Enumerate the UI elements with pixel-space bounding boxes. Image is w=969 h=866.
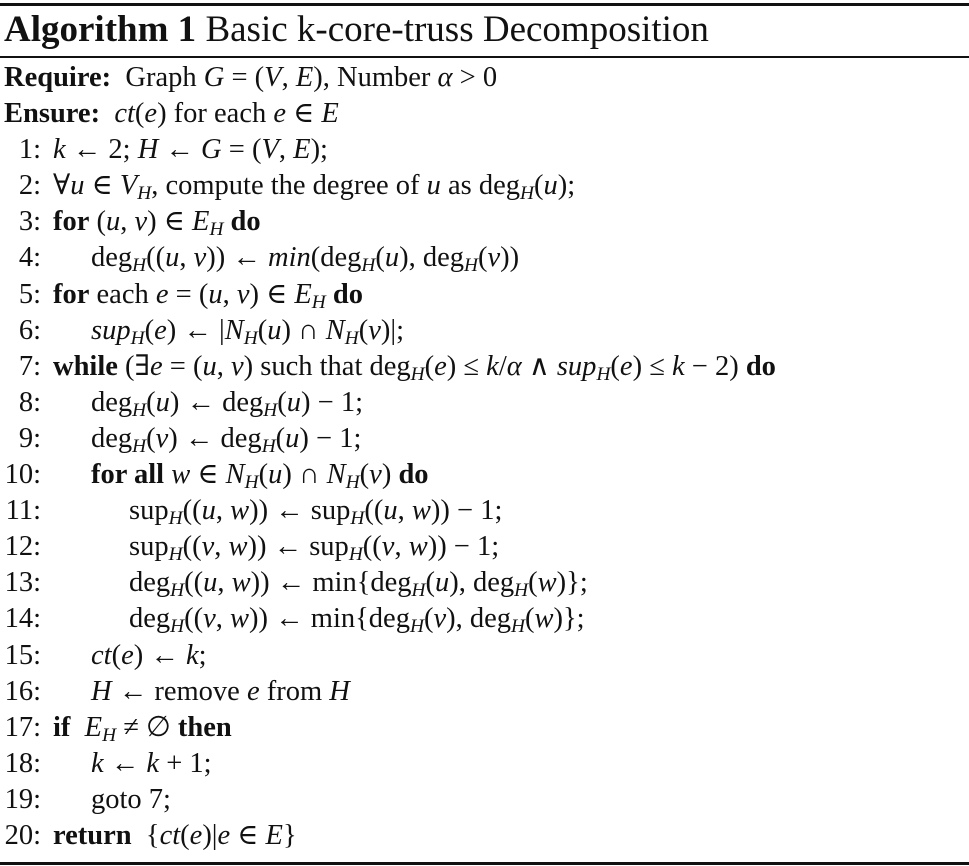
line-text: deg$_H$(v) ← deg$_H$(u) − 1; xyxy=(91,422,362,457)
algorithm-line xyxy=(0,385,969,421)
algorithm-line xyxy=(0,818,969,854)
line-number: 8: xyxy=(18,386,41,418)
line-text: deg$_H$((v, w)) ← min{deg$_H$(v), deg$_H$(w)}; xyxy=(129,603,585,638)
ensure-label: Ensure: xyxy=(4,98,101,130)
line-number: 9: xyxy=(18,422,41,454)
algorithm-line xyxy=(0,782,969,818)
line-text: for (u, v) ∈ $E_H$ do xyxy=(53,206,261,241)
line-text: for all w ∈ $N_H(u)$ ∩ $N_H(v)$ do xyxy=(91,459,429,493)
line-text: deg$_H$((u, w)) ← min{deg$_H$(u), deg$_H$(w)}; xyxy=(129,567,588,602)
require-line xyxy=(0,60,969,96)
algorithm-line xyxy=(0,601,969,637)
ensure-line xyxy=(0,96,969,132)
line-text: goto 7; xyxy=(91,783,171,815)
algorithm-line xyxy=(0,565,969,601)
algorithm-line xyxy=(0,493,969,529)
ensure-text: Ensure: ct(e) for each e ∈ E xyxy=(4,98,339,130)
line-number: 5: xyxy=(18,278,41,310)
line-number: 18: xyxy=(4,747,41,779)
algorithm-line xyxy=(0,204,969,240)
line-text: k ← k + 1; xyxy=(91,747,212,779)
line-text: sup$_H$((u, w)) ← sup$_H$((u, w)) − 1; xyxy=(129,495,503,529)
line-number: 10: xyxy=(4,459,41,491)
algorithm-line xyxy=(0,421,969,457)
line-number: 17: xyxy=(4,711,41,743)
line-text: return {ct(e)|e ∈ E} xyxy=(53,819,297,851)
algorithm-line xyxy=(0,349,969,385)
line-number: 16: xyxy=(4,675,41,707)
algorithm-line xyxy=(0,277,969,313)
line-text: deg$_H$(u) ← deg$_H$(u) − 1; xyxy=(91,386,363,421)
line-number: 19: xyxy=(4,783,41,815)
algorithm-line xyxy=(0,168,969,204)
caption-rule xyxy=(0,56,969,58)
algorithm-line xyxy=(0,746,969,782)
line-text: if $E_H$ ≠ ∅ then xyxy=(53,711,232,746)
line-number: 11: xyxy=(5,495,41,527)
algorithm-line xyxy=(0,710,969,746)
bottom-rule xyxy=(0,862,969,865)
line-number: 7: xyxy=(18,350,41,382)
line-number: 3: xyxy=(18,206,41,238)
line-text: while (∃e = (u, v) such that deg$_H$(e) ≤ k/α ∧ sup$_H$(e) ≤ k − 2) do xyxy=(53,350,776,385)
line-text: k ← 2; H ← G = (V, E); xyxy=(53,134,328,166)
line-number: 1: xyxy=(18,134,41,166)
line-number: 14: xyxy=(4,603,41,635)
line-text: ∀u ∈ $V_H$, compute the degree of u as deg$_H$(u); xyxy=(53,170,576,205)
line-text: for each e = (u, v) ∈ $E_H$ do xyxy=(53,278,363,313)
algorithm-line xyxy=(0,674,969,710)
algorithm-title: Basic k-core-truss Decomposition xyxy=(205,9,709,50)
line-text: sup$_H$((v, w)) ← sup$_H$((v, w)) − 1; xyxy=(129,531,500,566)
line-number: 12: xyxy=(4,531,41,563)
line-number: 6: xyxy=(18,314,41,346)
line-number: 15: xyxy=(4,639,41,671)
algorithm-label: Algorithm 1 xyxy=(4,9,197,50)
algorithm-line xyxy=(0,132,969,168)
algorithm-line xyxy=(0,638,969,674)
line-number: 13: xyxy=(4,567,41,599)
algorithm-line xyxy=(0,240,969,276)
algorithm-caption xyxy=(4,6,709,54)
line-number: 20: xyxy=(4,819,41,851)
line-text: H ← remove e from H xyxy=(91,675,350,707)
line-number: 2: xyxy=(18,170,41,202)
algorithm-body xyxy=(0,60,969,854)
line-text: ct(e) ← k; xyxy=(91,639,207,671)
algorithm-line xyxy=(0,529,969,565)
algorithm-line xyxy=(0,457,969,493)
line-text: sup$_H$(e) ← $|N_H(u)$ ∩ $N_H(v)|$; xyxy=(91,314,405,349)
require-text: Require: Graph G = (V, E), Number α > 0 xyxy=(4,62,498,93)
line-text: deg$_H$((u, v)) ← min(deg$_H$(u), deg$_H$(v)) xyxy=(91,242,520,277)
algorithm-line xyxy=(0,313,969,349)
line-number: 4: xyxy=(18,242,41,274)
require-label: Require: xyxy=(4,62,112,93)
